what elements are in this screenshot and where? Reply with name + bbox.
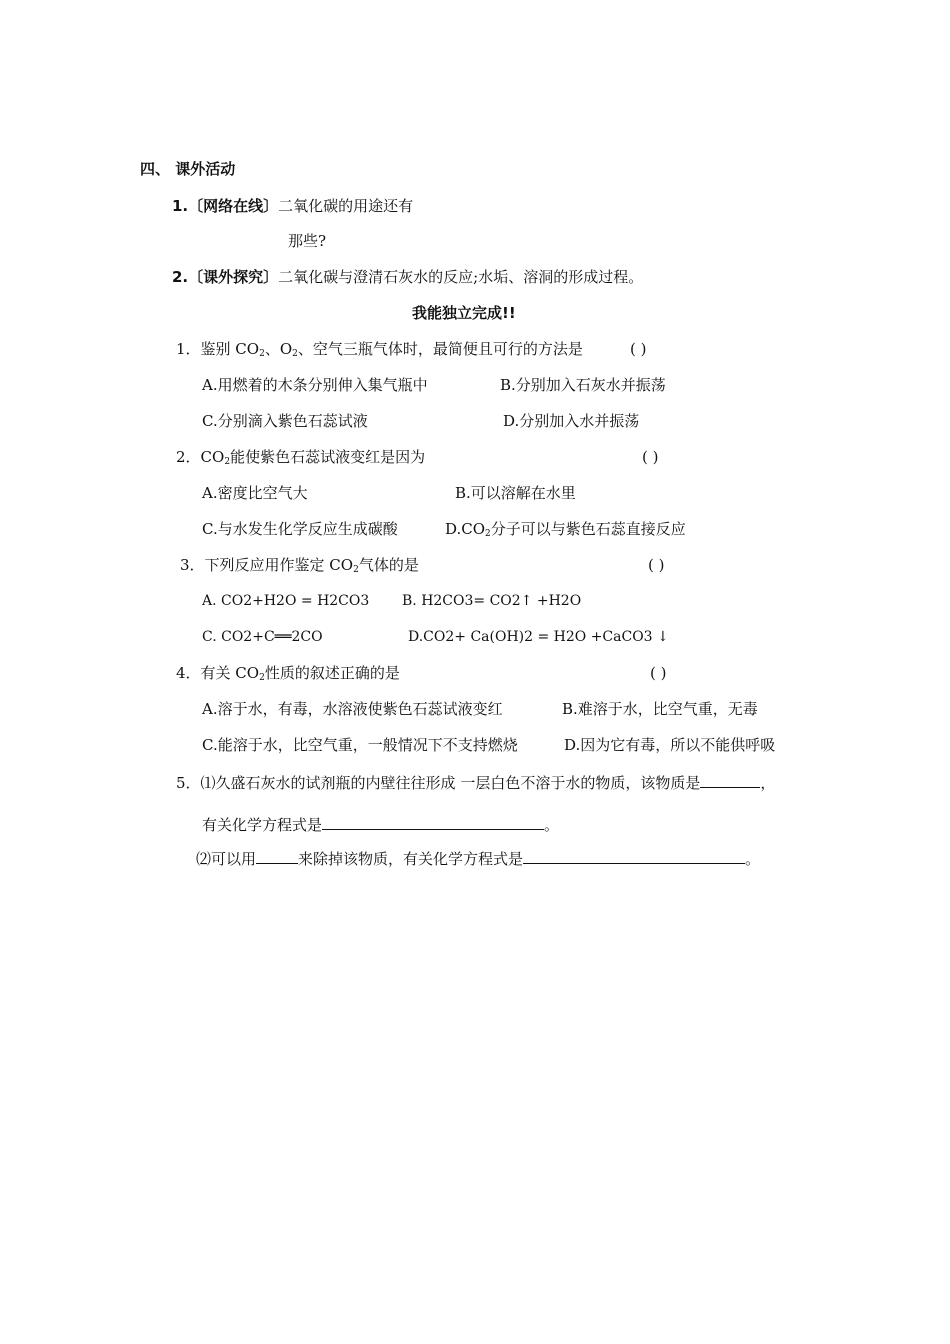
question-1-option-a: A.用燃着的木条分别伸入集气瓶中 [202,376,428,394]
activity-1-num: 1. [172,197,189,215]
question-3-option-a: A. CO2+H2O = H2CO3 [202,593,370,609]
question-4-stem: 4．有关 $CO_2$性质的叙述正确的是 [176,664,400,683]
activity-2 [172,270,643,285]
quiz-title: 我能独立完成!! [412,304,516,322]
question-5-line-2: 有关化学方程式是 。 [202,816,560,834]
question-5-line-1: 5．⑴久盛石灰水的试剂瓶的内壁往往形成 一层白色不溶于水的物质，该物质是 ， [176,774,776,792]
question-2-option-d: $D.CO_2$分子可以与紫色石蕊直接反应 [445,520,686,539]
answer-blank-2[interactable] [322,816,544,830]
question-1-option-b: B.分别加入石灰水并振荡 [500,376,666,394]
activity-1 [172,199,413,214]
activity-1-continuation: 那些? [288,232,327,250]
question-4-option-b: B.难溶于水，比空气重，无毒 [562,700,758,718]
question-3-option-d: D.CO2+ Ca(OH)2 = H2O +CaCO3 ↓ [408,629,669,645]
question-3-option-c: C. CO2+C══2CO [202,629,323,645]
answer-blank-4[interactable] [523,850,745,864]
question-5-line-3: ⑵可以用 来除掉该物质，有关化学方程式是 。 [196,850,761,868]
question-3-option-b: B. H2CO3= CO2↑ +H2O [402,593,582,609]
question-4-answer-paren: ( ) [650,664,667,682]
question-1-stem: 1．鉴别 $CO_2$、$O_2$、空气三瓶气体时，最简便且可行的方法是 [176,340,583,359]
question-1-option-c: C.分别滴入紫色石蕊试液 [202,412,368,430]
question-4-option-a: A.溶于水，有毒，水溶液使紫色石蕊试液变红 [202,700,503,718]
question-1-answer-paren: ( ) [630,340,647,358]
activity-2-text: 二氧化碳与澄清石灰水的反应;水垢、溶洞的形成过程。 [278,268,644,286]
question-2-answer-paren: ( ) [642,448,659,466]
question-2-option-b: B.可以溶解在水里 [455,484,576,502]
question-1-option-d: D.分别加入水并振荡 [503,412,640,430]
question-3-answer-paren: ( ) [648,556,665,574]
question-4-option-d: D.因为它有毒，所以不能供呼吸 [564,736,776,754]
question-2-option-c: C.与水发生化学反应生成碳酸 [202,520,398,538]
question-3-stem: 3．下列反应用作鉴定 $CO_2$气体的是 [180,556,419,575]
question-4-option-c: C.能溶于水，比空气重，一般情况下不支持燃烧 [202,736,518,754]
section-heading: 四、 课外活动 [140,160,236,178]
question-2-option-a: A.密度比空气大 [202,484,308,502]
answer-blank-3[interactable] [256,850,298,864]
answer-blank-1[interactable] [700,774,760,788]
activity-1-text: 二氧化碳的用途还有 [278,197,414,215]
activity-2-num: 2. [172,268,189,286]
question-2-stem: 2．$CO_2$能使紫色石蕊试液变红是因为 [176,448,426,467]
activity-2-tag: 〔课外探究〕 [188,268,279,286]
activity-1-tag: 〔网络在线〕 [188,197,279,215]
